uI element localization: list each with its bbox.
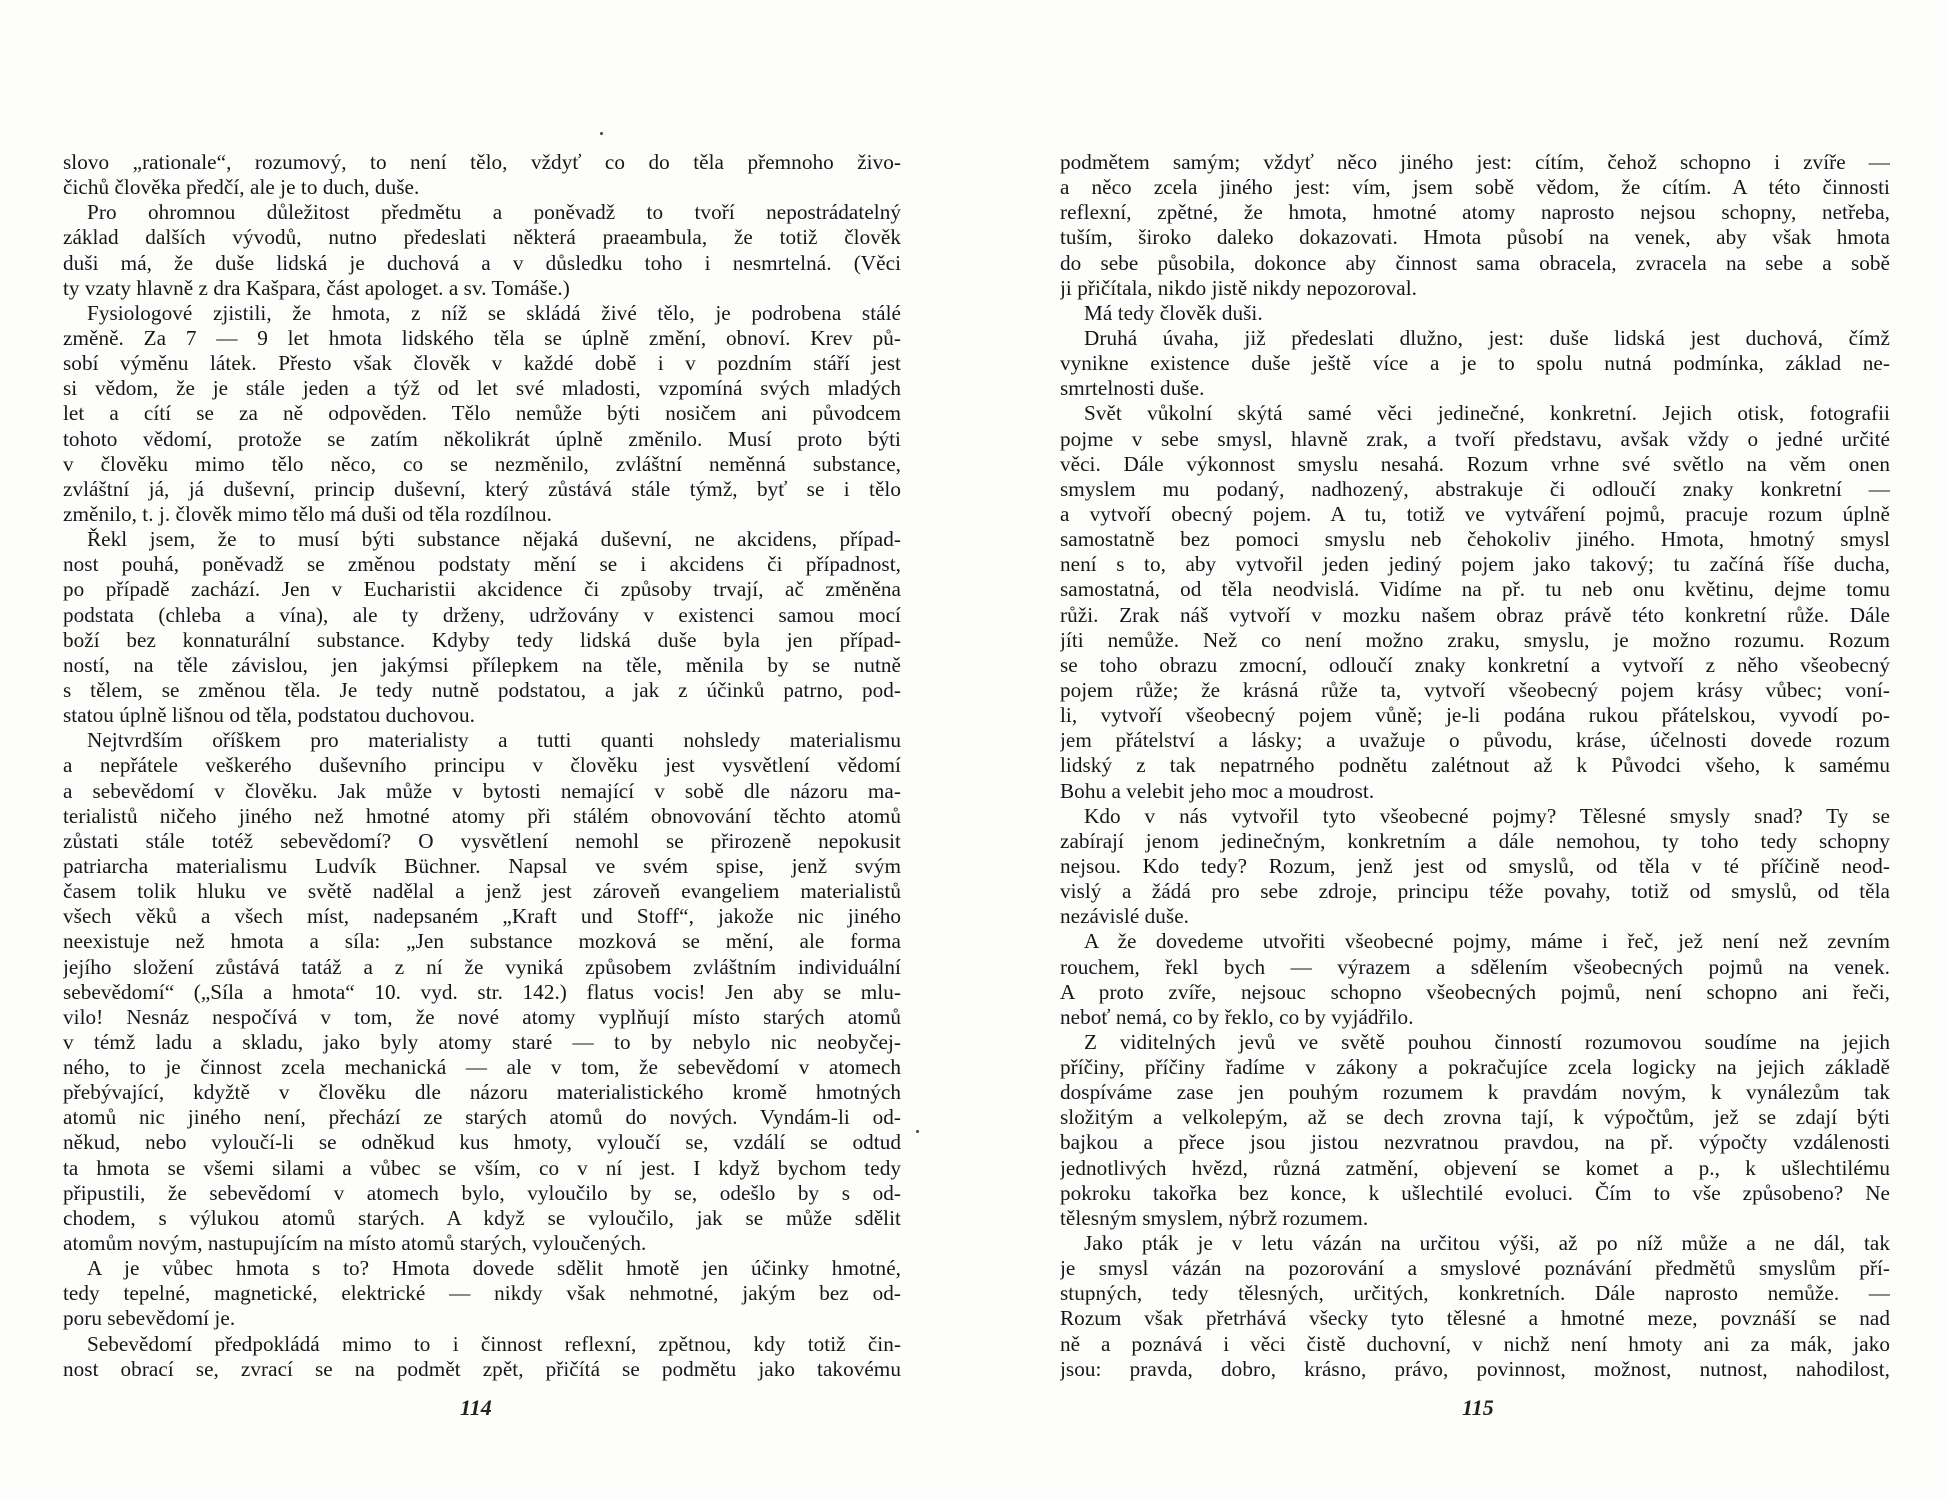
- text-line: neexistuje než hmota a síla: „Jen substance mozková se mění, ale forma: [63, 929, 901, 954]
- text-line: Rozum však přetrhává všecky tyto tělesné a hmotné meze, povznáší se nad: [1060, 1306, 1890, 1331]
- text-line: přebývající, kdyžtě v člověku dle názoru materialistického kromě hmotných: [63, 1080, 901, 1105]
- text-line: slovo „rationale“, rozumový, to není tělo, vždyť co do těla přemnoho živo-: [63, 150, 901, 174]
- print-speck: [600, 132, 603, 135]
- text-line: duši má, že duše lidská je duchová a v důsledku toho i nesmrtelná. (Věci: [63, 250, 901, 275]
- text-line: patriarcha materialismu Ludvík Büchner. Napsal ve svém spise, jenž svým: [63, 853, 901, 878]
- text-line: let a cítí se za ně odpověden. Tělo nemůže býti nosičem ani původcem: [63, 401, 901, 426]
- text-line: Bohu a velebit jeho moc a moudrost.: [1060, 778, 1375, 803]
- text-line: s tělem, se změnou těla. Je tedy nutně podstatou, a jak z účinků patrno, pod-: [63, 677, 901, 702]
- text-line: není s to, aby vytvořil jeden jediný pojem jako takový; tu začíná říše ducha,: [1060, 552, 1890, 577]
- text-line: časem tolik hluku ve světě nadělal a jenž jest zároveň evangeliem materialistů: [63, 879, 901, 904]
- text-line: jejího složení zůstává tatáž a z ní že vyniká způsobem zvláštním individuální: [63, 954, 901, 979]
- text-line: ností, na těle závislou, jen jakýmsi přílepkem na těle, měnila by se nutně: [63, 652, 901, 677]
- text-line: statou úplně lišnou od těla, podstatou duchovou.: [63, 703, 475, 728]
- text-line: Druhá úvaha, již předeslati dlužno, jest: duše lidská jest duchová, čímž: [1084, 325, 1890, 350]
- text-line: li, vytvoří všeobecný pojem vůně; je-li podána rukou přátelskou, vyvodí po-: [1060, 703, 1890, 728]
- text-line: A že dovedeme utvořiti všeobecné pojmy, máme i řeč, jež není než zevním: [1084, 929, 1890, 954]
- text-line: ně a poznává i věci čistě duchovní, v nichž není hmoty ani za mák, jako: [1060, 1331, 1890, 1356]
- left-page: [63, 150, 901, 1382]
- text-line: zvláštní já, já duševní, princip duševní, který zůstává stále týmž, byť se i tělo: [63, 476, 901, 501]
- text-line: a vytvoří obecný pojem. A tu, totiž ve vytváření pojmů, pracuje rozum úplně: [1060, 501, 1890, 526]
- page-number-left: 114: [460, 1395, 492, 1420]
- text-line: v témž ladu a skladu, jako byly atomy staré — to by nebylo nic neobyčej-: [63, 1029, 901, 1054]
- text-line: v člověku mimo tělo něco, co se nezměnilo, zvláštní neměnná substance,: [63, 451, 901, 476]
- text-line: poru sebevědomí je.: [63, 1306, 236, 1331]
- text-line: lidský z tak nepatrného podnětu zalétnout až k Původci všeho, k samému: [1060, 753, 1890, 778]
- text-line: a sebevědomí v člověku. Jak může v bytosti nemající v sobě dle názoru ma-: [63, 778, 901, 803]
- text-line: ty vzaty hlavně z dra Kašpara, část apologet. a sv. Tomáše.): [63, 275, 570, 300]
- text-line: sebevědomí“ („Síla a hmota“ 10. vyd. str. 142.) flatus vocis! Jen aby se mlu-: [63, 979, 901, 1004]
- text-line: podmětem samým; vždyť něco jiného jest: cítím, čehož schopno i zvíře —: [1060, 150, 1890, 174]
- text-line: ného, to je činnost zcela mechanická — ale v tom, že sebevědomí v atomech: [63, 1055, 901, 1080]
- text-line: Z viditelných jevů ve světě pouhou činností rozumovou soudíme na jejich: [1084, 1029, 1890, 1054]
- text-line: jem přátelství a lásky; a uvažuje o původu, kráse, účelnosti dovede rozum: [1060, 728, 1890, 753]
- text-line: samostatně bez pomoci smyslu neb čehokoliv jiného. Hmota, hmotný smysl: [1060, 527, 1890, 552]
- text-line: do sebe působila, dokonce aby činnost sama obracela, zvracela na sebe a sobě: [1060, 250, 1890, 275]
- text-line: jsou: pravda, dobro, krásno, právo, povinnost, možnost, nutnost, nahodilost,: [1060, 1356, 1890, 1381]
- text-line: pojme v sebe smysl, hlavně zrak, a tvoří představu, avšak vždy o jedné určité: [1060, 426, 1890, 451]
- text-line: a nepřátele veškerého duševního principu v člověku jest vysvětlení vědomí: [63, 753, 901, 778]
- text-line: tedy tepelné, magnetické, elektrické — nikdy však nehmotné, jakým bez od-: [63, 1281, 901, 1306]
- text-line: nost obrací se, zvrací se na podmět zpět, přičítá se podmětu jako takovému: [63, 1356, 901, 1381]
- text-line: sobí výměnu látek. Přesto však člověk v každé době i v pozdním stáří jest: [63, 351, 901, 376]
- right-page: [1060, 150, 1890, 1382]
- text-line: tělesným smyslem, nýbrž rozumem.: [1060, 1205, 1369, 1230]
- text-line: vislý a žádá pro sebe zdroje, principu téže povahy, totiž od smyslů, od těla: [1060, 879, 1890, 904]
- text-line: tuším, široko daleko dokazovati. Hmota působí na venek, aby však hmota: [1060, 225, 1890, 250]
- text-line: Sebevědomí předpokládá mimo to i činnost reflexní, zpětnou, kdy totiž čin-: [87, 1331, 901, 1356]
- text-line: všech věků a všech míst, nadepsaném „Kraft und Stoff“, jakože nic jiného: [63, 904, 901, 929]
- text-line: neboť nemá, co by řeklo, co by vyjádřilo.: [1060, 1004, 1414, 1029]
- text-line: vilo! Nesnáz nespočívá v tom, že nové atomy vyplňují místo starých atomů: [63, 1004, 901, 1029]
- text-line: Nejtvrdším oříškem pro materialisty a tutti quanti nohsledy materialismu: [87, 728, 901, 753]
- text-line: Kdo v nás vytvořil tyto všeobecné pojmy? Tělesné smysly snad? Ty se: [1084, 803, 1890, 828]
- text-line: Řekl jsem, že to musí býti substance nějaká duševní, ne akcidens, případ-: [87, 527, 901, 552]
- text-line: změnilo, t. j. člověk mimo tělo má duši od těla rozdílnou.: [63, 501, 552, 526]
- print-speck: [916, 1130, 919, 1133]
- left-page-text: [63, 150, 901, 1382]
- text-line: jíti nemůže. Než co není možno zraku, smyslu, je možno rozumu. Rozum: [1060, 627, 1890, 652]
- text-line: a něco zcela jiného jest: vím, jsem sobě vědom, že cítím. A této činnosti: [1060, 175, 1890, 200]
- text-line: si vědom, že je stále jeden a týž od let své mladosti, vzpomíná svých mladých: [63, 376, 901, 401]
- text-line: vynikne existence duše ještě více a je to spolu nutná podmínka, základ ne-: [1060, 351, 1890, 376]
- text-line: stupných, tedy tělesných, určitých, konkretních. Dále naprosto nemůže. —: [1060, 1281, 1890, 1306]
- text-line: samostatná, od těla neodvislá. Vidíme na př. tu neb onu květinu, dejme tomu: [1060, 577, 1890, 602]
- text-line: ji přičítala, nikdo jistě nikdy nepozoroval.: [1060, 275, 1418, 300]
- text-line: čichů člověka předčí, ale je to duch, duše.: [63, 175, 420, 200]
- text-line: jednotlivých hvězd, různá zatmění, objevení se komet a p., k ušlechtilému: [1060, 1155, 1890, 1180]
- text-line: reflexní, zpětné, že hmota, hmotné atomy naprosto nejsou schopny, netřeba,: [1060, 200, 1890, 225]
- text-line: Fysiologové zjistili, že hmota, z níž se skládá živé tělo, je podrobena stálé: [87, 300, 901, 325]
- text-line: dospíváme zase jen pouhým rozumem k pravdám novým, k vynálezům tak: [1060, 1080, 1890, 1105]
- text-line: někud, nebo vyloučí-li se odněkud kus hmoty, vyloučí se, vzdálí se odtud: [63, 1130, 901, 1155]
- text-line: se toho obrazu zmocní, odloučí znaky konkretní a vytvoří z něho všeobecný: [1060, 652, 1890, 677]
- text-line: nost pouhá, poněvadž se změnou podstaty mění se i akcidens či případnost,: [63, 552, 901, 577]
- text-line: Jako pták je v letu vázán na určitou výši, až po níž může a ne dál, tak: [1084, 1231, 1890, 1256]
- text-line: ta hmota se všemi silami a vůbec se vším, co v ní jest. I když bychom tedy: [63, 1155, 901, 1180]
- text-line: boží bez konnaturální substance. Kdyby tedy lidská duše byla jen případ-: [63, 627, 901, 652]
- text-line: terialistů ničeho jiného než hmotné atomy při stálém obnovování těchto atomů: [63, 803, 901, 828]
- text-line: rouchem, řekl bych — výrazem a sdělením všeobecných pojmů na venek.: [1060, 954, 1890, 979]
- text-line: věci. Dále výkonnost smyslu nesahá. Rozum vrhne své světlo na věm onen: [1060, 451, 1890, 476]
- text-line: složitým a velkolepým, až se dech zrovna tají, k výpočtům, jež se zdají býti: [1060, 1105, 1890, 1130]
- text-line: pojem růže; že krásná růže ta, vytvoří všeobecný pojem krásy vůbec; voní-: [1060, 677, 1890, 702]
- text-line: bajkou a přece jsou jistou nezvratnou pravdou, na př. výpočty vzdálenosti: [1060, 1130, 1890, 1155]
- text-line: je smysl vázán na pozorování a smyslové poznávání předmětů smyslům pří-: [1060, 1256, 1890, 1281]
- text-line: základ dalších vývodů, nutno předeslati některá praeambula, že totiž člověk: [63, 225, 901, 250]
- text-line: Svět vůkolní skýtá samé věci jedinečné, konkretní. Jejich otisk, fotografii: [1084, 401, 1890, 426]
- text-line: Má tedy člověk duši.: [1084, 300, 1263, 325]
- text-line: podstata (chleba a vína), ale ty drženy, udržovány v existenci samou mocí: [63, 602, 901, 627]
- text-line: A proto zvíře, nejsouc schopno všeobecných pojmů, není schopno ani řeči,: [1060, 979, 1890, 1004]
- text-line: nejsou. Kdo tedy? Rozum, jenž jest od smyslů, od těla v té příčině neod-: [1060, 853, 1890, 878]
- text-line: Pro ohromnou důležitost předmětu a poněvadž to tvoří nepostrádatelný: [87, 200, 901, 225]
- text-line: atomů nic jiného není, přechází ze starých atomů do nových. Vyndám-li od-: [63, 1105, 901, 1130]
- text-line: tohoto vědomí, protože se zatím několikrát úplně změnilo. Musí proto býti: [63, 426, 901, 451]
- text-line: smrtelnosti duše.: [1060, 376, 1205, 401]
- text-line: zůstati stále totéž sebevědomí? O vysvětlení nemohl se přirozeně nepokusit: [63, 828, 901, 853]
- text-line: nezávislé duše.: [1060, 904, 1190, 929]
- text-line: růži. Zrak náš vytvoří v mozku našem obraz právě této konkretní růže. Dále: [1060, 602, 1890, 627]
- text-line: zabírají jenom jedinečným, konkretním a dále nemohou, ty toho tedy schopny: [1060, 828, 1890, 853]
- text-line: smyslem mu podaný, nadhozený, abstrakuje či odloučí znaky konkretní —: [1060, 476, 1890, 501]
- right-page-text: [1060, 150, 1890, 1382]
- text-line: atomům novým, nastupujícím na místo atomů starých, vyloučených.: [63, 1231, 647, 1256]
- text-line: chodem, s výlukou atomů starých. A když se vyloučilo, jak se může sdělit: [63, 1205, 901, 1230]
- text-line: připustili, že sebevědomí v atomech bylo, vyloučilo by se, odešlo by s od-: [63, 1180, 901, 1205]
- text-line: A je vůbec hmota s to? Hmota dovede sdělit hmotě jen účinky hmotné,: [87, 1256, 901, 1281]
- text-line: změně. Za 7 — 9 let hmota lidského těla se úplně změní, obnoví. Krev pů-: [63, 325, 901, 350]
- text-line: příčiny, příčiny řadíme v zákony a pokračujíce zcela logicky na jejich základě: [1060, 1055, 1890, 1080]
- text-line: po případě zachází. Jen v Eucharistii akcidence či způsoby trvají, ač změněna: [63, 577, 901, 602]
- page-number-right: 115: [1462, 1395, 1494, 1420]
- text-line: pokroku takořka bez konce, k ušlechtilé evoluci. Čím to vše způsobeno? Ne: [1060, 1180, 1890, 1205]
